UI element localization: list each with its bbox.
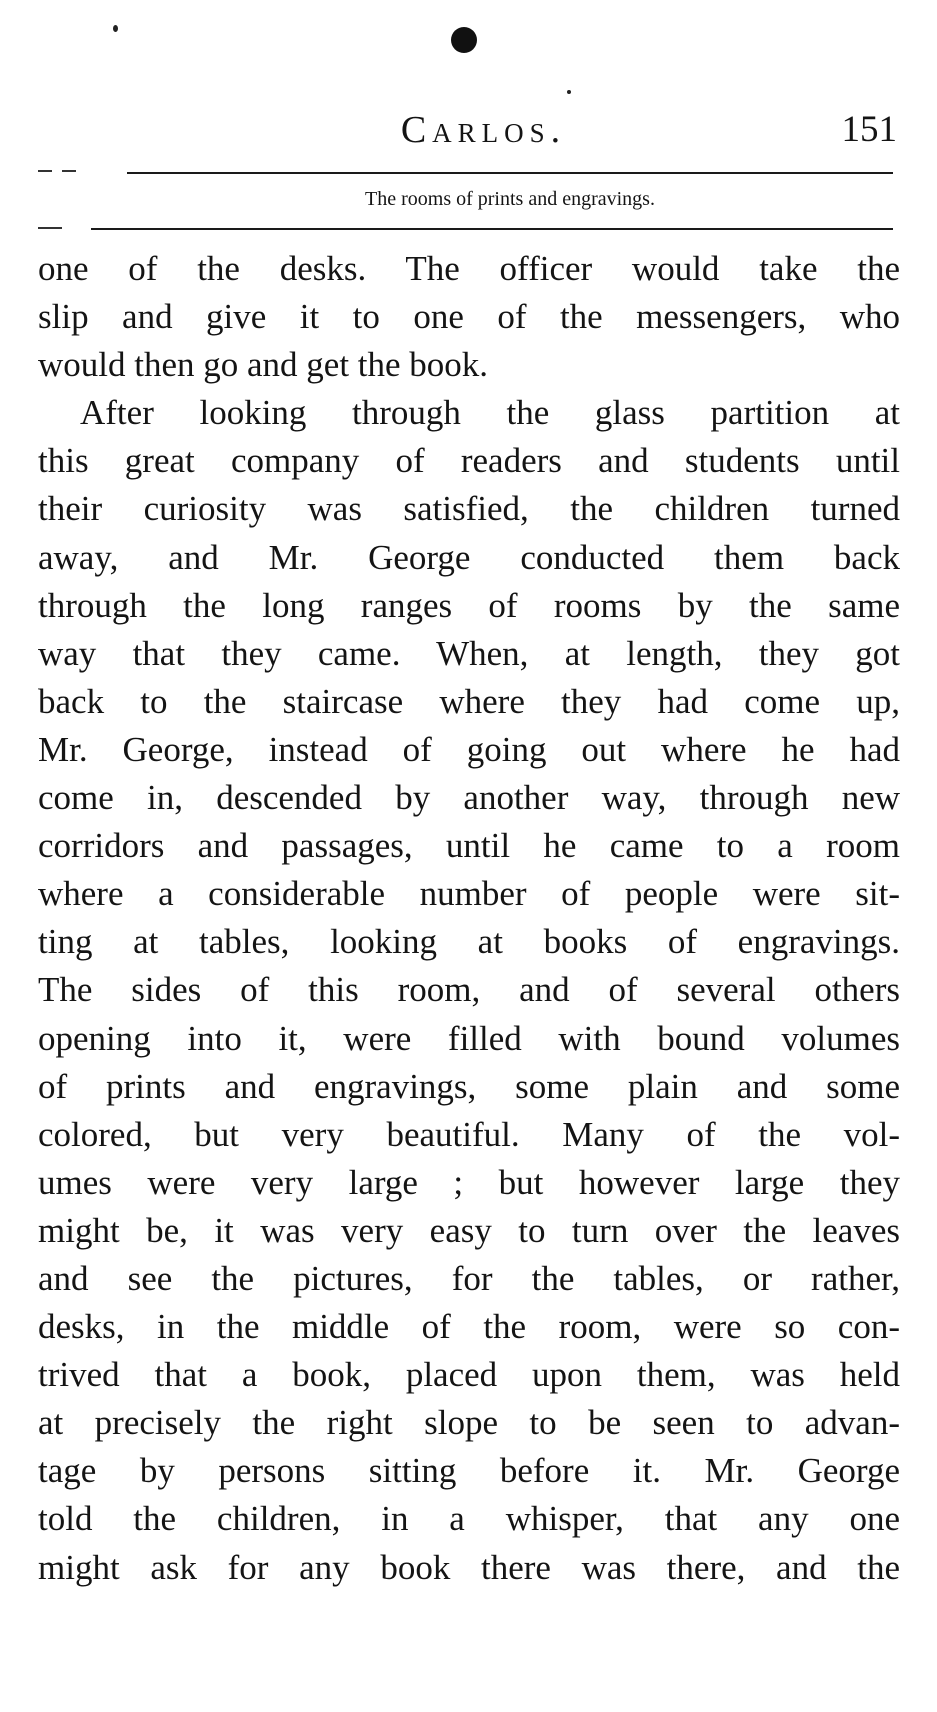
rule-mark: [38, 227, 62, 229]
text-line: desks, in the middle of the room, were so con-: [38, 1307, 900, 1347]
text-line: come in, descended by another way, through new: [38, 778, 900, 818]
page-number: 151: [841, 109, 897, 150]
text-line: through the long ranges of rooms by the same: [38, 585, 900, 625]
text-line: The sides of this room, and of several others: [38, 970, 900, 1010]
text-line: might be, it was very easy to turn over the leaves: [38, 1210, 900, 1250]
text-line: way that they came. When, at length, they got: [38, 633, 900, 673]
text-line: one of the desks. The officer would take the: [38, 249, 900, 288]
text-line: back to the staircase where they had come up,: [38, 681, 900, 721]
running-title: [38, 104, 899, 156]
text-line: opening into it, were filled with bound volumes: [38, 1018, 900, 1058]
header-rule-top: [127, 172, 893, 174]
text-line: their curiosity was satisfied, the children turned: [38, 489, 900, 529]
body-text: [38, 245, 900, 1592]
section-subheading: The rooms of prints and engravings.: [365, 188, 655, 210]
text-line: slip and give it to one of the messengers, who: [38, 297, 900, 337]
page-header: [38, 104, 899, 156]
header-rule-bottom: [91, 228, 893, 230]
ink-speck: [567, 90, 571, 94]
text-line: tage by persons sitting before it. Mr. George: [38, 1451, 900, 1491]
text-line: trived that a book, placed upon them, was held: [38, 1355, 900, 1395]
text-line: colored, but very beautiful. Many of the vol-: [38, 1114, 900, 1154]
text-line: umes were very large ; but however large they: [38, 1162, 900, 1202]
ink-speck: [113, 25, 118, 32]
text-line: this great company of readers and students until: [38, 441, 900, 481]
text-line: corridors and passages, until he came to a room: [38, 826, 900, 866]
text-line: of prints and engravings, some plain and some: [38, 1066, 900, 1106]
text-line: at precisely the right slope to be seen to advan-: [38, 1403, 900, 1443]
text-line: might ask for any book there was there, and the: [38, 1547, 900, 1587]
rule-mark: [62, 170, 76, 172]
text-line: ting at tables, looking at books of engravings.: [38, 922, 900, 962]
text-line: away, and Mr. George conducted them back: [38, 537, 900, 577]
text-line: would then go and get the book.: [38, 345, 489, 385]
rule-mark: [38, 170, 52, 172]
text-line: After looking through the glass partition at: [80, 393, 900, 433]
text-line: where a considerable number of people were sit-: [38, 874, 900, 914]
ink-blot: [451, 27, 477, 53]
running-title-text: Carlos.: [400, 109, 567, 151]
text-line: and see the pictures, for the tables, or rather,: [38, 1258, 900, 1298]
text-line: Mr. George, instead of going out where he had: [38, 729, 900, 769]
text-line: told the children, in a whisper, that any one: [38, 1499, 900, 1539]
